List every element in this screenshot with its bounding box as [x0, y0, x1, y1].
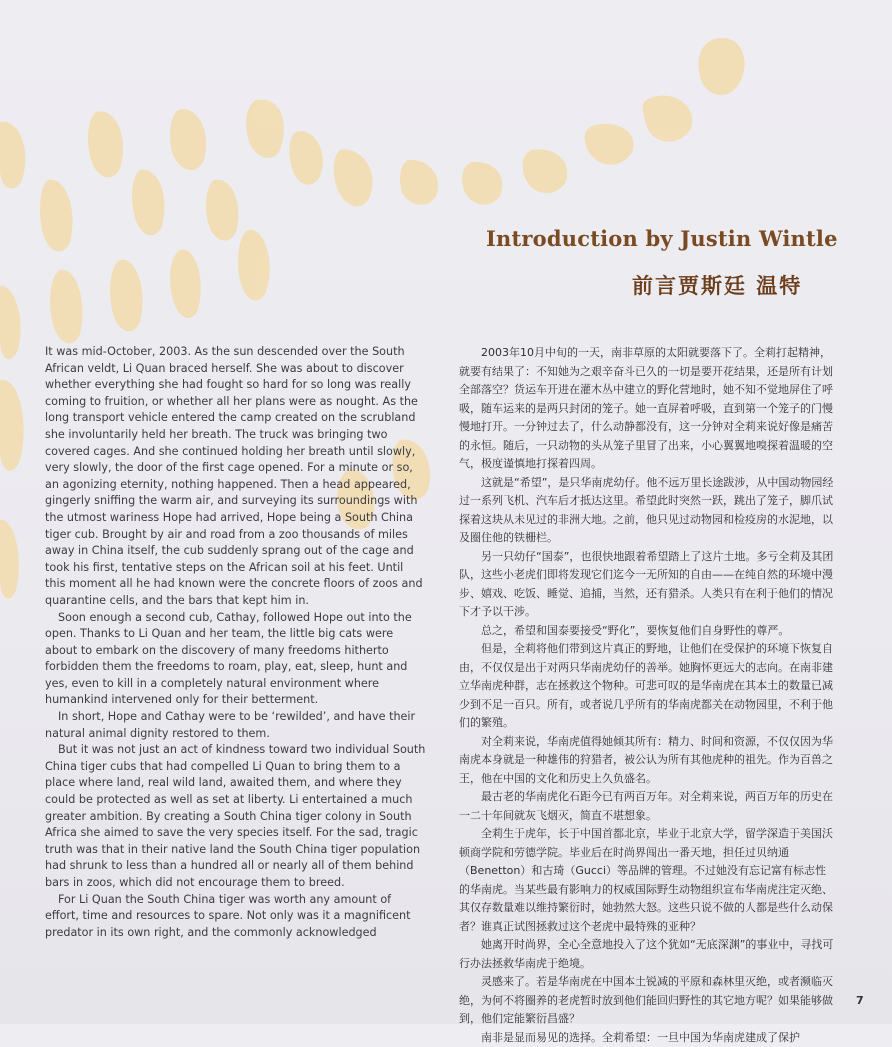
title-english: Introduction by Justin Wintle: [486, 226, 846, 251]
body-zh-paragraph: 这就是“希望”，是只华南虎幼仔。他不远万里长途跋涉，从中国动物园经过一系列飞机、汽车后才抵达这里。希望此时突然一跃，跳出了笼子，脚爪试探着这块从未见过的非洲大地。之前，他只见过动物园和检疫房的水泥地，以及圈住他的铁栅栏。: [459, 474, 835, 548]
body-zh-paragraph: 最古老的华南虎化石距今已有两百万年。对全莉来说，两百万年的历史在一二十年间就灰飞烟灭，简直不堪想象。: [459, 788, 835, 825]
body-en-paragraph: But it was not just an act of kindness toward two individual South China tiger cubs that had compelled Li Quan to bring them to a place where land, real wild land, awaited them, and where they could be protected as well as set at liberty. Li entertained a much greater ambition. By creating a South China tiger colony in South Africa she aimed to save the very species itself. For the sad, tragic truth was that in their native land the South China tiger population had shrunk to less than a hundred all or nearly all of them behind bars in zoos, which did not encourage them to breed.: [45, 742, 427, 891]
body-english-column: [45, 344, 427, 941]
body-en-paragraph: In short, Hope and Cathay were to be ‘rewilded’, and have their natural animal dignity restored to them.: [45, 709, 427, 742]
body-zh-paragraph: 另一只幼仔“国泰”，也很快地跟着希望踏上了这片土地。多亏全莉及其团队，这些小老虎们即将发现它们迄今一无所知的自由——在纯自然的环境中漫步、嬉戏、吃饭、睡觉、追捕，当然，还有猎杀。人类只有在利于他们的情况下才予以干涉。: [459, 548, 835, 622]
body-zh-paragraph: 总之，希望和国泰要接受“野化”，要恢复他们自身野性的尊严。: [459, 622, 835, 641]
body-zh-paragraph: 南非是显而易见的选择。全莉希望：一旦中国为华南虎建成了保护: [459, 1029, 835, 1047]
body-chinese-column: [459, 344, 835, 1047]
body-zh-paragraph: 她离开时尚界，全心全意地投入了这个犹如“无底深渊”的事业中，寻找可行办法拯救华南虎于绝境。: [459, 936, 835, 973]
body-zh-paragraph: 但是，全莉将他们带到这片真正的野地，让他们在受保护的环境下恢复自由，不仅仅是出于对两只华南虎幼仔的善举。她胸怀更远大的志向。在南非建立华南虎种群，志在拯救这个物种。可悲可叹的是华南虎在其本土的数量已减少到不足一百只。所有，或者说几乎所有的华南虎都关在动物园里，不利于他们的繁殖。: [459, 640, 835, 733]
page-number: 7: [856, 994, 864, 1007]
body-zh-paragraph: 灵感来了。若是华南虎在中国本土锐减的平原和森林里灭绝，或者濒临灭绝，为何不将圈养的老虎暂时放到他们能回归野性的其它地方呢？如果能够做到，他们定能繁衍昌盛？: [459, 973, 835, 1029]
body-zh-paragraph: 2003年10月中旬的一天，南非草原的太阳就要落下了。全莉打起精神，就要有结果了：不知她为之艰辛奋斗已久的一切是要开花结果，还是所有计划全部落空？货运车开进在灌木丛中建立的野化营地时，她不知不觉地屏住了呼吸，随车运来的是两只封闭的笼子。她一直屏着呼吸，直到第一个笼子的门慢慢地打开。一分钟过去了，什么动静都没有，这一分钟对全莉来说好像是痛苦的永恒。随后，一只动物的头从笼子里冒了出来，小心翼翼地嗅探着温暖的空气，极度谨慎地打探着四周。: [459, 344, 835, 474]
body-zh-paragraph: 对全莉来说，华南虎值得她倾其所有：精力、时间和资源，不仅仅因为华南虎本身就是一种雄伟的狩猎者，被公认为所有其他虎种的祖先。作为百兽之王，他在中国的文化和历史上久负盛名。: [459, 733, 835, 789]
body-en-paragraph: It was mid-October, 2003. As the sun descended over the South African veldt, Li Quan braced herself. She was about to discover whether everything she had fought so hard for so long was really coming to fruition, or whether all her plans were as nought. As the long transport vehicle entered the camp created on the scrubland she involuntarily held her breath. The truck was bringing two covered cages. And she continued holding her breath until slowly, very slowly, the door of the first cage opened. For a minute or so, an agonizing eternity, nothing happened. Then a head appeared, gingerly sniffing the warm air, and surveying its surroundings with the utmost wariness Hope had arrived, Hope being a South China tiger cub. Brought by air and road from a zoo thousands of miles away in China itself, the cub suddenly sprang out of the cage and took his first, tentative steps on the African soil at his feet. Until this moment all he had known were the concrete floors of zoos and quarantine cells, and the bars that kept him in.: [45, 344, 427, 610]
body-zh-paragraph: 全莉生于虎年，长于中国首都北京，毕业于北京大学，留学深造于美国沃顿商学院和劳德学院。毕业后在时尚界闯出一番天地，担任过贝纳通（Benetton）和古琦（Gucci）等品牌的管理。不过她没有忘记富有标志性的华南虎。当某些最有影响力的权威国际野生动物组织宣布华南虎注定灭绝、其仅存数量难以维持繁衍时，她勃然大怒。这些只说不做的人都是些什么动保者？谁真正试图拯救过这个老虎中最特殊的亚种？: [459, 825, 835, 936]
title-chinese: 前言贾斯廷 温特: [632, 270, 852, 300]
body-en-paragraph: Soon enough a second cub, Cathay, followed Hope out into the open. Thanks to Li Quan and her team, the little big cats were about to embark on the discovery of many freedoms hitherto forbidden them the freedoms to roam, play, eat, sleep, hunt and yes, even to kill in a completely natural environment where humankind intervened only for their betterment.: [45, 610, 427, 710]
body-en-paragraph: For Li Quan the South China tiger was worth any amount of effort, time and resources to spare. Not only was it a magnificent predator in its own right, and the commonly acknowledged: [45, 892, 427, 942]
